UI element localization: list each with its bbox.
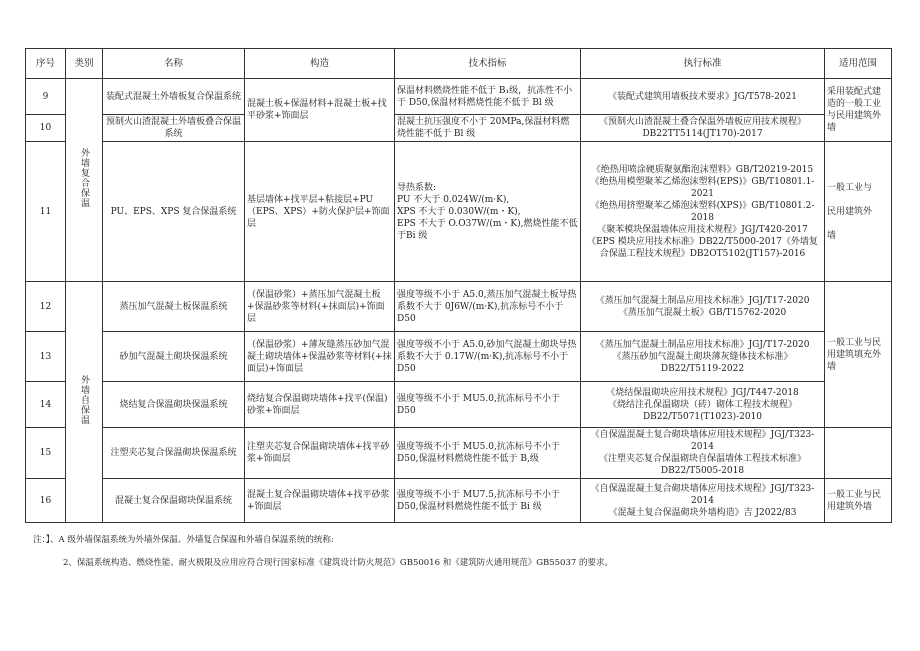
row-no: 10 xyxy=(26,115,66,142)
header-scope: 适用范围 xyxy=(825,49,892,79)
row-name: 砂加气混凝土砌块保温系统 xyxy=(103,332,245,382)
table-notes xyxy=(33,533,893,579)
category-wall-composite: 外墙复合保温 xyxy=(66,79,103,282)
row-spec: 强度等级不小于 MU5.0,抗冻标号不小于 D50 xyxy=(395,382,581,428)
header-standard: 执行标准 xyxy=(581,49,825,79)
row-no: 15 xyxy=(26,428,66,479)
row-no: 11 xyxy=(26,142,66,282)
row-no: 12 xyxy=(26,282,66,332)
row-name: 装配式混凝土外墙板复合保温系统 xyxy=(103,79,245,115)
row-spec: 混凝土抗压强度不小于 20MPa,保温材料燃烧性能不低于 Bl 级 xyxy=(395,115,581,142)
row-structure: 混凝土板+保温材料+混凝土板+找平砂浆+饰面层 xyxy=(245,79,395,142)
header-row xyxy=(26,49,892,79)
row-scope: 一般工业与民用建筑填充外墙 xyxy=(825,282,892,428)
header-name: 名称 xyxy=(103,49,245,79)
note-2: 2、保温系统构造、燃烧性能、耐火极限及应用应符合现行国家标准《建筑设计防火规范》GB50016 和《建筑防火通用规范》GB55037 的要求。 xyxy=(63,558,613,568)
row-scope: 一般工业与 民用建筑外 墙 xyxy=(825,142,892,282)
table-row xyxy=(26,382,892,428)
row-structure: （保温砂浆）+蒸压加气混凝土板+保温砂浆等材料(+抹面层)+饰面层 xyxy=(245,282,395,332)
row-structure: 基层墙体+找平层+粘接层+PU（EPS、XPS）+防火保护层+饰面层 xyxy=(245,142,395,282)
row-no: 16 xyxy=(26,479,66,523)
row-no: 13 xyxy=(26,332,66,382)
table-row xyxy=(26,79,892,115)
row-scope-empty xyxy=(825,428,892,479)
note-1: 注：】、A 级外墙保温系统为外墙外保温、外墙复合保温和外墙自保温系统的统称: xyxy=(33,535,334,545)
row-name: 注塑夹芯复合保温砌块保温系统 xyxy=(103,428,245,479)
table-row xyxy=(26,428,892,479)
row-name: 预制火山渣混凝土外墙板叠合保温系统 xyxy=(103,115,245,142)
row-name: 烧结复合保温砌块保温系统 xyxy=(103,382,245,428)
row-structure: 烧结复合保温砌块墙体+找平(保温)砂浆+饰面层 xyxy=(245,382,395,428)
row-scope: 一般工业与民用建筑外墙 xyxy=(825,479,892,523)
table-row xyxy=(26,479,892,523)
category-wall-self: 外墙自保温 xyxy=(66,282,103,523)
header-structure: 构造 xyxy=(245,49,395,79)
row-standard: 《烧结保温砌块应用技术规程》JGJ/T447-2018 《烧结注孔保温砌块（砖）砌体工程技术规程》DB22/T5071(T1023)-2010 xyxy=(581,382,825,428)
row-spec: 导热系数: PU 不大于 0.024W/(m·K), XPS 不大于 0.030W/(m・K), EPS 不大于 O.O37W/(m・K),燃烧性能不低于Bi 级 xyxy=(395,142,581,282)
row-spec: 强度等级不小于 A5.0,砂加气混凝土砌块导热系数不大于 0.17W/(m·K),抗冻标号不小于D50 xyxy=(395,332,581,382)
row-standard: 《自保温混凝土复合砌块墙体应用技术规程》JGJ/T323-2014 《注塑夹芯复合保温砌块自保温墙体工程技术标准》DB22/T5005-2018 xyxy=(581,428,825,479)
row-no: 9 xyxy=(26,79,66,115)
row-structure: 注塑夹芯复合保温砌块墙体+找平砂浆+饰面层 xyxy=(245,428,395,479)
row-standard: 《蒸压加气混凝土制品应用技术标准》JGJ/T17-2020 《蒸压砂加气混凝土砌块薄灰缝体技术标准》DB22/T5119-2022 xyxy=(581,332,825,382)
table-row xyxy=(26,282,892,332)
row-standard: 《装配式建筑用墙板技术要求》JG/T578-2021 xyxy=(581,79,825,115)
row-structure: （保温砂浆）+薄灰缝蒸压砂加气混凝土砌块墙体+保温砂浆等材料(+抹面层)+饰面层 xyxy=(245,332,395,382)
row-spec: 强度等级不小于 MU5.0,抗冻标号不小于D50,保温材料燃烧性能不低于 B,级 xyxy=(395,428,581,479)
row-no: 14 xyxy=(26,382,66,428)
row-standard: 《蒸压加气混凝土制品应用技术标准》JGJ/T17-2020 《蒸压加气混凝土板》GB/T15762-2020 xyxy=(581,282,825,332)
row-standard: 《预制火山渣混凝土叠合保温外墙板应用技术规程》DB22TT5114(JT170)-2017 xyxy=(581,115,825,142)
row-standard: 《自保温混凝土复合砌块墙体应用技术规程》JGJ/T323-2014 《混凝土复合保温砌块外墙构造》吉 J2022/83 xyxy=(581,479,825,523)
table-row xyxy=(26,332,892,382)
row-spec: 保温材料燃烧性能不低于 B₁级，抗冻性不小于 D50,保温材料燃烧性能不低于 Bl 级 xyxy=(395,79,581,115)
row-name: 混凝土复合保温砌块保温系统 xyxy=(103,479,245,523)
row-standard: 《绝热用喷涂硬质聚氨酯泡沫塑料》GB/T20219-2015 《绝热用模塑聚苯乙烯泡沫塑料(EPS)》GB/T10801.1-2021 《绝热用挤塑聚苯乙烯泡沫塑料(XPS)》GB/T10801.2-2018 《聚苯模块保温墙体应用技术规程》JGJ/T420-2017 《EPS 模块应用技术标准》DB22/T5000-2017《外墙复合保温工程技术规程》DB2OT5102(JT157)-2016 xyxy=(581,142,825,282)
header-spec: 技术指标 xyxy=(395,49,581,79)
insulation-systems-table xyxy=(25,48,892,523)
row-spec: 强度等级不小于 A5.0,蒸压加气混凝土板导热系数不大于 0J6W/(m·K),抗冻标号不小于D50 xyxy=(395,282,581,332)
row-spec: 强度等级不小于 MU7.5,抗冻标号不小于D50,保温材料燃烧性能不低于 Bi 级 xyxy=(395,479,581,523)
table-row xyxy=(26,115,892,142)
header-no: 序号 xyxy=(26,49,66,79)
row-name: PU、EPS、XPS 复合保温系统 xyxy=(103,142,245,282)
header-category: 类别 xyxy=(66,49,103,79)
row-name: 蒸压加气混凝土板保温系统 xyxy=(103,282,245,332)
table-row xyxy=(26,142,892,282)
row-scope: 采用装配式建造的一般工业与民用建筑外墙 xyxy=(825,79,892,142)
row-structure: 混凝土复合保温砌块墙体+找平砂浆+饰面层 xyxy=(245,479,395,523)
